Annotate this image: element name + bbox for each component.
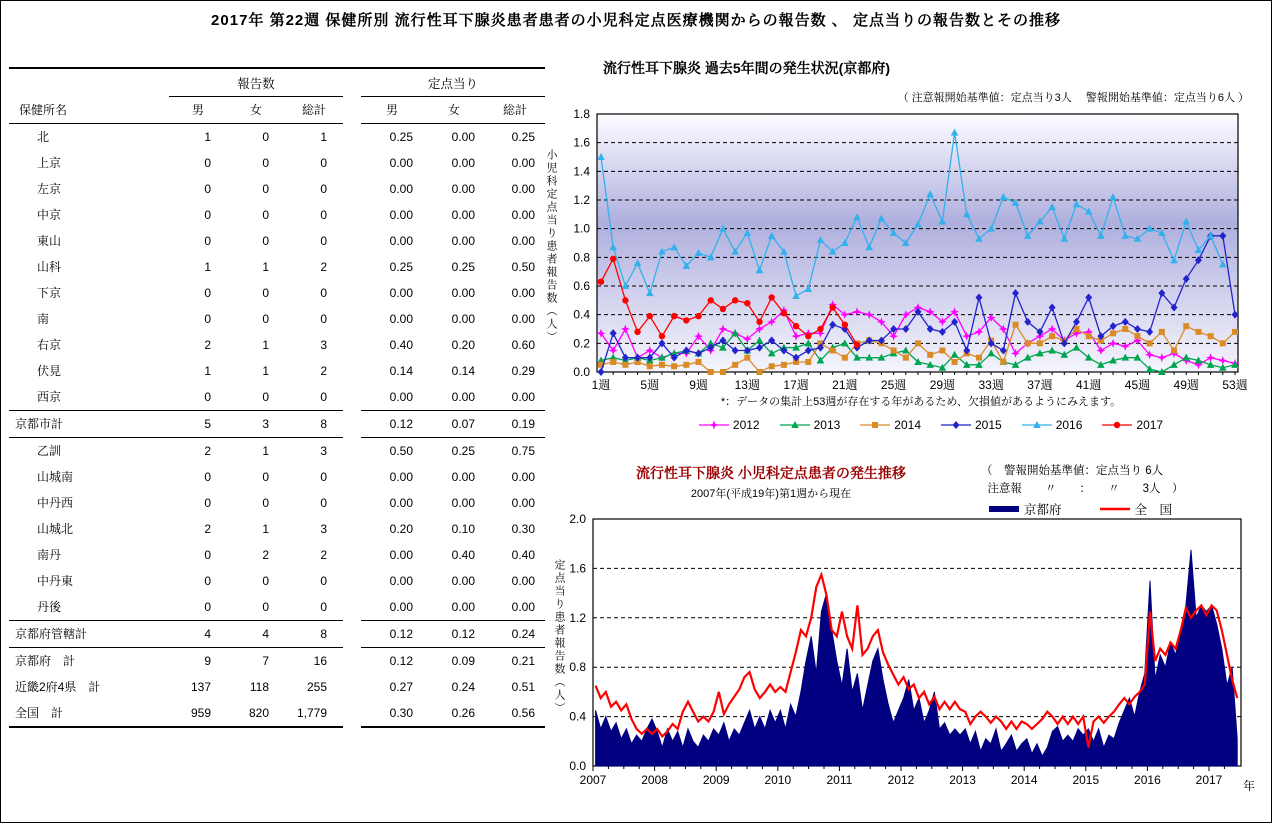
health-center-name-cell: 下京 <box>37 286 62 300</box>
health-center-name-cell: 伏見 <box>37 364 62 378</box>
svg-text:9週: 9週 <box>689 378 708 392</box>
report-male-cell: 5 <box>169 410 227 437</box>
report-male-cell: 2 <box>204 337 211 352</box>
rate-total-cell: 0.51 <box>511 679 535 694</box>
column-gap <box>343 620 361 647</box>
table-row <box>9 332 545 358</box>
svg-text:21週: 21週 <box>832 378 858 392</box>
svg-text:0.0: 0.0 <box>569 759 586 773</box>
header-spacer <box>9 68 169 97</box>
trend-note-line1: （ 警報開始基準値：定点当り 6人 <box>981 465 1164 477</box>
table-row <box>9 306 545 332</box>
table-row <box>9 150 545 176</box>
rate-male-cell: 0.25 <box>389 129 413 144</box>
svg-text:1.2: 1.2 <box>573 193 590 207</box>
svg-text:2014: 2014 <box>1010 773 1038 787</box>
health-center-name-cell: 上京 <box>37 156 62 170</box>
five-year-chart-note: （ 注意報開始基準値：定点当り3人 警報開始基準値：定点当り6人 ） <box>897 92 1249 104</box>
five-year-chart-y-axis-label: 小児科定点当り患者報告数（人） <box>545 149 557 344</box>
trend-chart-title: 流行性耳下腺炎 小児科定点患者の発生推移 <box>636 465 906 481</box>
rate-male-cell: 0.14 <box>389 363 413 378</box>
diamond-marker-icon <box>941 420 971 430</box>
svg-text:2008: 2008 <box>641 773 668 787</box>
rate-female-cell: 0.00 <box>451 469 475 484</box>
health-center-name-cell: 京都市計 <box>9 410 169 437</box>
report-male-cell: 0 <box>204 181 211 196</box>
legend-item-2017 <box>1102 418 1163 432</box>
health-center-report-table <box>9 67 545 728</box>
svg-text:1.6: 1.6 <box>569 561 586 576</box>
table-row <box>9 542 545 568</box>
column-header-female: 女 <box>227 97 285 124</box>
rate-total-cell: 0.00 <box>511 207 535 222</box>
rate-total-cell: 0.24 <box>485 620 545 647</box>
svg-text:13週: 13週 <box>734 378 760 392</box>
rate-female-cell: 0.09 <box>451 653 475 668</box>
health-center-name-cell: 南 <box>37 312 50 326</box>
trend-chart-title-block <box>581 463 961 501</box>
table-row <box>9 384 545 411</box>
svg-text:49週: 49週 <box>1173 378 1199 392</box>
rate-female-cell: 0.07 <box>423 410 485 437</box>
five-year-chart-title: 流行性耳下腺炎 過去5年間の発生状況(京都府) <box>603 60 890 76</box>
rate-total-cell: 0.00 <box>511 233 535 248</box>
svg-text:29週: 29週 <box>929 378 956 392</box>
trend-chart-y-axis-label: 定点当り患者報告数（人） <box>553 559 565 715</box>
table-row <box>9 228 545 254</box>
column-gap <box>343 280 361 306</box>
rate-female-cell: 0.00 <box>451 155 475 170</box>
square-marker-icon <box>860 420 890 430</box>
report-female-cell: 118 <box>249 679 269 694</box>
health-center-name-cell: 丹後 <box>37 600 62 614</box>
column-gap <box>343 254 361 280</box>
report-female-cell: 1 <box>262 259 269 274</box>
svg-text:2013: 2013 <box>949 773 976 787</box>
rate-female-cell: 0.25 <box>451 259 475 274</box>
rate-female-cell: 0.00 <box>451 311 475 326</box>
column-gap <box>343 594 361 621</box>
rate-male-cell: 0.00 <box>389 573 413 588</box>
rate-male-cell: 0.00 <box>389 181 413 196</box>
svg-text:37週: 37週 <box>1027 378 1053 392</box>
report-female-cell: 0 <box>262 207 269 222</box>
table-row <box>9 620 545 647</box>
report-female-cell: 0 <box>262 389 269 404</box>
report-male-cell: 137 <box>190 679 211 694</box>
legend-label: 2015 <box>975 418 1002 432</box>
report-total-cell: 0 <box>320 155 327 170</box>
rate-total-cell: 0.00 <box>511 285 535 300</box>
table-row <box>9 176 545 202</box>
page-title: 2017年 第22週 保健所別 流行性耳下腺炎患者患者の小児科定点医療機関からの報告数 、 定点当りの報告数とその推移 <box>211 12 1061 29</box>
column-gap <box>343 490 361 516</box>
legend-label: 2016 <box>1055 418 1083 432</box>
column-header-male-rate: 男 <box>361 97 423 124</box>
svg-text:33週: 33週 <box>978 378 1004 392</box>
legend-label: 2012 <box>732 418 760 432</box>
column-gap <box>343 228 361 254</box>
svg-text:0.4: 0.4 <box>573 307 590 322</box>
table-row <box>9 674 545 700</box>
rate-male-cell: 0.00 <box>389 469 413 484</box>
svg-text:5週: 5週 <box>640 378 660 392</box>
five-year-chart-footnote: *：データの集計上53週が存在する年があるため、欠損値があるようにみえます。 <box>720 396 1122 408</box>
report-total-cell: 2 <box>320 259 327 274</box>
column-gap <box>343 674 361 700</box>
rate-male-cell: 0.00 <box>389 311 413 326</box>
report-total-cell: 0 <box>320 233 327 248</box>
svg-text:17週: 17週 <box>783 378 809 392</box>
column-gap <box>343 176 361 202</box>
report-male-cell: 0 <box>204 285 211 300</box>
svg-text:25週: 25週 <box>880 378 907 392</box>
legend-item-2012 <box>699 418 760 432</box>
rate-female-cell: 0.24 <box>451 679 475 694</box>
report-female-cell: 0 <box>262 573 269 588</box>
column-header-total-rate: 総計 <box>485 97 545 124</box>
legend-item-2015 <box>941 418 1002 432</box>
rate-female-cell: 0.00 <box>451 495 475 510</box>
rate-total-cell: 0.29 <box>511 363 535 378</box>
health-center-name-cell: 中丹西 <box>37 496 74 510</box>
circle-marker-icon <box>1102 420 1132 430</box>
svg-text:45週: 45週 <box>1124 378 1151 392</box>
svg-text:1.4: 1.4 <box>573 164 590 179</box>
report-female-cell: 0 <box>262 285 269 300</box>
svg-text:1週: 1週 <box>591 378 611 392</box>
rate-male-cell: 0.25 <box>389 259 413 274</box>
column-gap <box>343 647 361 674</box>
column-header-name: 保健所名 <box>9 97 169 124</box>
rate-male-cell: 0.40 <box>389 337 413 352</box>
rate-male-cell: 0.00 <box>389 495 413 510</box>
column-gap <box>343 123 361 150</box>
report-total-cell: 3 <box>320 337 327 352</box>
legend-label: 2014 <box>894 418 921 432</box>
rate-total-cell: 0.25 <box>511 129 535 144</box>
table-row <box>9 202 545 228</box>
legend-label-kyoto: 京都府 <box>1024 503 1062 517</box>
rate-female-cell: 0.00 <box>451 181 475 196</box>
star-marker-icon <box>699 420 729 430</box>
report-total-cell: 2 <box>320 547 327 562</box>
report-total-cell: 0 <box>320 599 327 614</box>
table-row <box>9 516 545 542</box>
svg-text:1.2: 1.2 <box>569 610 586 625</box>
legend-label-zenkoku: 全 国 <box>1134 503 1173 517</box>
rate-female-cell: 0.10 <box>451 521 475 536</box>
rate-total-cell: 0.00 <box>511 495 535 510</box>
rate-female-cell: 0.00 <box>451 573 475 588</box>
report-male-cell: 959 <box>169 700 227 727</box>
health-center-name-cell: 京都府管轄計 <box>9 620 169 647</box>
svg-text:2016: 2016 <box>1134 773 1161 787</box>
report-male-cell: 0 <box>204 389 211 404</box>
table-body <box>9 123 545 727</box>
report-male-cell: 2 <box>204 521 211 536</box>
rate-male-cell: 0.30 <box>361 700 423 727</box>
rate-total-cell: 0.00 <box>511 573 535 588</box>
column-gap <box>343 700 361 727</box>
rate-total-cell: 0.75 <box>511 443 535 458</box>
health-center-name-cell: 西京 <box>37 390 62 404</box>
column-gap <box>343 437 361 464</box>
report-male-cell: 4 <box>169 620 227 647</box>
rate-female-cell: 0.20 <box>451 337 475 352</box>
table-header <box>9 68 545 123</box>
svg-text:1.0: 1.0 <box>573 221 590 236</box>
column-header-female-rate: 女 <box>423 97 485 124</box>
health-center-name-cell: 右京 <box>37 338 62 352</box>
report-male-cell: 0 <box>204 573 211 588</box>
svg-text:2.0: 2.0 <box>569 512 586 526</box>
health-center-name-cell: 近畿2府4県 計 <box>15 680 101 694</box>
report-male-cell: 9 <box>204 653 211 668</box>
rate-total-cell: 0.00 <box>511 469 535 484</box>
report-female-cell: 0 <box>262 181 269 196</box>
report-male-cell: 0 <box>204 547 211 562</box>
rate-female-cell: 0.00 <box>451 233 475 248</box>
health-center-name-cell: 左京 <box>37 182 62 196</box>
health-center-name-cell: 南丹 <box>37 548 62 562</box>
report-total-cell: 255 <box>306 679 327 694</box>
report-female-cell: 0 <box>262 469 269 484</box>
table-row <box>9 123 545 150</box>
rate-total-cell: 0.30 <box>511 521 535 536</box>
rate-total-cell: 0.00 <box>511 311 535 326</box>
report-total-cell: 8 <box>285 410 343 437</box>
column-gap <box>343 464 361 490</box>
rate-female-cell: 0.00 <box>451 599 475 614</box>
report-total-cell: 1 <box>320 129 327 144</box>
rate-total-cell: 0.56 <box>485 700 545 727</box>
rate-male-cell: 0.50 <box>389 443 413 458</box>
table-row <box>9 254 545 280</box>
report-male-cell: 0 <box>204 495 211 510</box>
trend-chart-note <box>981 463 1184 499</box>
rate-total-cell: 0.00 <box>511 389 535 404</box>
svg-text:53週: 53週 <box>1222 378 1248 392</box>
rate-total-cell: 0.50 <box>511 259 535 274</box>
group-header-reports: 報告数 <box>169 68 343 97</box>
rate-male-cell: 0.12 <box>389 653 413 668</box>
report-female-cell: 0 <box>262 599 269 614</box>
svg-text:1.6: 1.6 <box>573 135 590 150</box>
rate-male-cell: 0.00 <box>389 547 413 562</box>
svg-text:0.0: 0.0 <box>573 365 590 379</box>
rate-male-cell: 0.00 <box>389 599 413 614</box>
rate-female-cell: 0.00 <box>451 129 475 144</box>
trend-chart-x-axis-unit: 年 <box>1243 779 1256 793</box>
report-female-cell: 1 <box>262 337 269 352</box>
svg-text:1.8: 1.8 <box>573 107 590 121</box>
trend-chart-plot <box>541 506 1272 822</box>
svg-text:0.2: 0.2 <box>573 336 590 351</box>
report-total-cell: 3 <box>320 443 327 458</box>
report-total-cell: 0 <box>320 207 327 222</box>
report-total-cell: 2 <box>320 363 327 378</box>
column-header-total: 総計 <box>285 97 343 124</box>
rate-female-cell: 0.12 <box>423 620 485 647</box>
report-total-cell: 0 <box>320 389 327 404</box>
svg-text:2009: 2009 <box>702 773 730 787</box>
rate-female-cell: 0.00 <box>451 285 475 300</box>
report-male-cell: 0 <box>204 233 211 248</box>
svg-text:0.8: 0.8 <box>573 250 590 265</box>
rate-female-cell: 0.14 <box>451 363 475 378</box>
health-center-name-cell: 山城南 <box>37 470 74 484</box>
column-gap <box>343 68 361 97</box>
rate-total-cell: 0.00 <box>511 599 535 614</box>
rate-male-cell: 0.00 <box>389 285 413 300</box>
legend-item-2016 <box>1022 418 1083 432</box>
column-gap <box>343 568 361 594</box>
column-gap <box>343 516 361 542</box>
report-female-cell: 4 <box>227 620 285 647</box>
rate-male-cell: 0.12 <box>361 620 423 647</box>
report-female-cell: 3 <box>227 410 285 437</box>
rate-male-cell: 0.00 <box>389 155 413 170</box>
report-total-cell: 0 <box>320 181 327 196</box>
rate-female-cell: 0.26 <box>423 700 485 727</box>
health-center-name-cell: 東山 <box>37 234 62 248</box>
legend-item-2014 <box>860 418 921 432</box>
health-center-name-cell: 全国 計 <box>9 700 169 727</box>
svg-text:0.4: 0.4 <box>569 709 586 724</box>
report-female-cell: 0 <box>262 129 269 144</box>
trend-chart-subtitle: 2007年(平成19年)第1週から現在 <box>690 488 852 500</box>
rate-male-cell: 0.00 <box>389 207 413 222</box>
health-center-name-cell: 中京 <box>37 208 62 222</box>
svg-text:2007: 2007 <box>579 773 607 787</box>
report-total-cell: 16 <box>313 653 327 668</box>
legend-item-2013 <box>780 418 841 432</box>
report-male-cell: 0 <box>204 469 211 484</box>
report-male-cell: 0 <box>204 155 211 170</box>
report-male-cell: 0 <box>204 599 211 614</box>
table-row <box>9 437 545 464</box>
report-female-cell: 0 <box>262 155 269 170</box>
report-female-cell: 1 <box>262 521 269 536</box>
column-gap <box>343 202 361 228</box>
column-gap <box>343 332 361 358</box>
trend-note-line2: 注意報 〃 ： 〃 3人 ） <box>981 482 1184 495</box>
svg-text:2017: 2017 <box>1195 773 1223 787</box>
report-male-cell: 2 <box>204 443 211 458</box>
table-row <box>9 358 545 384</box>
svg-text:0.8: 0.8 <box>569 660 586 675</box>
column-gap <box>343 150 361 176</box>
report-total-cell: 8 <box>285 620 343 647</box>
rate-female-cell: 0.40 <box>451 547 475 562</box>
report-female-cell: 1 <box>262 363 269 378</box>
report-female-cell: 0 <box>262 311 269 326</box>
column-gap <box>343 358 361 384</box>
rate-male-cell: 0.12 <box>361 410 423 437</box>
column-gap <box>343 306 361 332</box>
rate-male-cell: 0.20 <box>389 521 413 536</box>
health-center-name-cell: 乙訓 <box>37 444 62 458</box>
five-year-chart-legend <box>621 418 1241 432</box>
report-female-cell: 2 <box>262 547 269 562</box>
svg-text:2011: 2011 <box>826 773 853 787</box>
column-gap <box>343 97 361 124</box>
rate-female-cell: 0.00 <box>451 389 475 404</box>
report-total-cell: 1,779 <box>285 700 343 727</box>
triangle-marker-icon <box>1022 420 1052 430</box>
health-center-name-cell: 山城北 <box>37 522 74 536</box>
report-female-cell: 820 <box>227 700 285 727</box>
svg-text:41週: 41週 <box>1076 378 1102 392</box>
rate-total-cell: 0.40 <box>511 547 535 562</box>
report-male-cell: 0 <box>204 311 211 326</box>
svg-text:2010: 2010 <box>764 773 792 787</box>
report-total-cell: 0 <box>320 573 327 588</box>
rate-female-cell: 0.00 <box>451 207 475 222</box>
report-female-cell: 7 <box>262 653 269 668</box>
table-row <box>9 464 545 490</box>
rate-total-cell: 0.21 <box>511 653 535 668</box>
svg-text:0.6: 0.6 <box>573 279 590 293</box>
column-header-male: 男 <box>169 97 227 124</box>
legend-label: 2017 <box>1136 418 1164 432</box>
report-total-cell: 0 <box>320 311 327 326</box>
health-center-name-cell: 中丹東 <box>37 574 74 588</box>
triangle-marker-icon <box>780 420 810 430</box>
legend-label: 2013 <box>813 418 841 432</box>
report-male-cell: 1 <box>204 129 211 144</box>
rate-total-cell: 0.00 <box>511 181 535 196</box>
rate-male-cell: 0.27 <box>389 679 413 694</box>
report-female-cell: 0 <box>262 495 269 510</box>
svg-text:2012: 2012 <box>887 773 915 787</box>
health-center-name-cell: 北 <box>37 130 50 144</box>
table-row <box>9 647 545 674</box>
column-gap <box>343 410 361 437</box>
report-total-cell: 0 <box>320 469 327 484</box>
table-row <box>9 410 545 437</box>
report-male-cell: 1 <box>204 259 211 274</box>
svg-text:2015: 2015 <box>1072 773 1100 787</box>
table-row <box>9 568 545 594</box>
report-male-cell: 0 <box>204 207 211 222</box>
column-gap <box>343 542 361 568</box>
table-row <box>9 594 545 621</box>
report-male-cell: 1 <box>204 363 211 378</box>
rate-male-cell: 0.00 <box>389 389 413 404</box>
rate-male-cell: 0.00 <box>389 233 413 248</box>
column-gap <box>343 384 361 411</box>
report-total-cell: 0 <box>320 495 327 510</box>
table-row <box>9 280 545 306</box>
report-total-cell: 3 <box>320 521 327 536</box>
table-row <box>9 490 545 516</box>
rate-total-cell: 0.60 <box>511 337 535 352</box>
rate-total-cell: 0.00 <box>511 155 535 170</box>
group-header-per-sentinel: 定点当り <box>361 68 545 97</box>
health-center-name-cell: 京都府 計 <box>15 654 76 668</box>
report-female-cell: 0 <box>262 233 269 248</box>
report-total-cell: 0 <box>320 285 327 300</box>
health-center-name-cell: 山科 <box>37 260 62 274</box>
rate-total-cell: 0.19 <box>485 410 545 437</box>
rate-female-cell: 0.25 <box>451 443 475 458</box>
report-female-cell: 1 <box>262 443 269 458</box>
table-row <box>9 700 545 727</box>
